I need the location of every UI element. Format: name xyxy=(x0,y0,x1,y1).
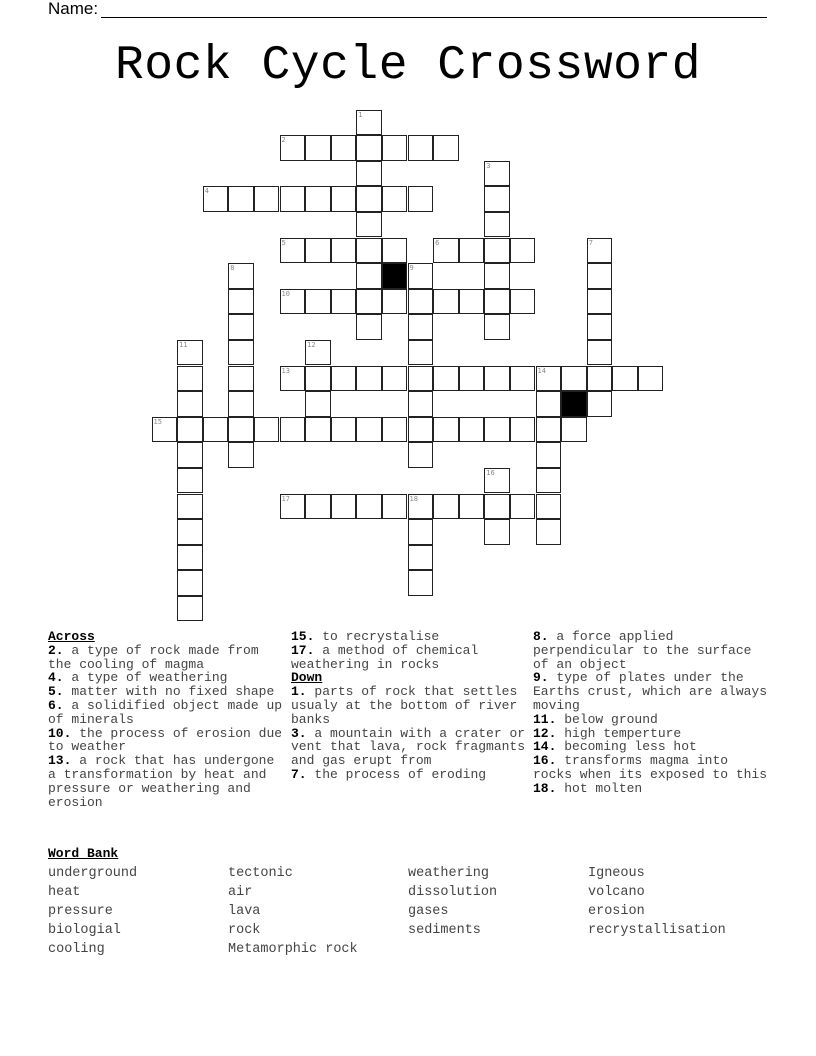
grid-cell[interactable] xyxy=(459,289,485,315)
clue-number: 16 xyxy=(486,468,495,477)
clue-down-9: 9. type of plates under the Earths crust, which are always moving xyxy=(533,670,768,713)
clue-number: 10 xyxy=(281,289,290,298)
clue-number: 15 xyxy=(153,417,162,426)
grid-cell[interactable] xyxy=(536,417,562,443)
grid-cell[interactable] xyxy=(382,494,408,520)
grid-cell[interactable] xyxy=(638,366,664,392)
grid-cell[interactable] xyxy=(356,494,382,520)
grid-cell[interactable] xyxy=(382,238,408,264)
grid-cell[interactable] xyxy=(356,289,382,315)
clue-number: 11 xyxy=(179,340,188,349)
grid-cell[interactable] xyxy=(177,545,203,571)
grid-cell[interactable] xyxy=(228,417,254,443)
crossword-grid xyxy=(152,110,672,630)
grid-cell[interactable] xyxy=(459,417,485,443)
grid-cell[interactable] xyxy=(536,494,562,520)
grid-cell[interactable] xyxy=(305,135,331,161)
clue-across-5: 5. matter with no fixed shape xyxy=(48,684,275,700)
grid-cell[interactable] xyxy=(408,366,434,392)
grid-cell[interactable] xyxy=(228,263,254,289)
word-bank-item: gases xyxy=(408,904,449,919)
grid-cell[interactable] xyxy=(228,186,254,212)
grid-cell[interactable] xyxy=(331,186,357,212)
grid-cell[interactable] xyxy=(408,417,434,443)
grid-cell[interactable] xyxy=(280,135,306,161)
clue-down-14: 14. becoming less hot xyxy=(533,739,697,755)
grid-cell[interactable] xyxy=(408,135,434,161)
grid-cell[interactable] xyxy=(280,238,306,264)
word-bank-item: sediments xyxy=(408,923,481,938)
grid-cell[interactable] xyxy=(228,366,254,392)
grid-cell[interactable] xyxy=(280,417,306,443)
word-bank-item: heat xyxy=(48,885,81,900)
clue-down-11: 11. below ground xyxy=(533,711,658,727)
grid-cell[interactable] xyxy=(484,468,510,494)
clues-column-2 xyxy=(291,630,527,782)
across-heading: Across xyxy=(48,629,95,644)
grid-cell[interactable] xyxy=(280,366,306,392)
grid-cell[interactable] xyxy=(536,391,562,417)
word-bank-item: underground xyxy=(48,866,138,881)
grid-cell[interactable] xyxy=(408,289,434,315)
grid-cell[interactable] xyxy=(484,417,510,443)
grid-cell[interactable] xyxy=(356,186,382,212)
name-field[interactable] xyxy=(48,0,767,18)
word-bank-item: pressure xyxy=(48,904,113,919)
grid-cell[interactable] xyxy=(484,494,510,520)
grid-cell[interactable] xyxy=(433,238,459,264)
word-bank-item: air xyxy=(228,885,253,900)
grid-cell[interactable] xyxy=(280,186,306,212)
clue-down-18: 18. hot molten xyxy=(533,780,643,796)
down-heading: Down xyxy=(291,670,323,686)
clue-across-10: 10. the process of erosion due to weather xyxy=(48,725,283,755)
clue-down-7: 7. the process of eroding xyxy=(291,766,487,782)
grid-cell[interactable] xyxy=(305,366,331,392)
word-bank-item: tectonic xyxy=(228,866,293,881)
grid-cell[interactable] xyxy=(356,314,382,340)
grid-cell[interactable] xyxy=(612,366,638,392)
grid-cell[interactable] xyxy=(356,366,382,392)
clue-number: 2 xyxy=(281,136,286,145)
grid-cell[interactable] xyxy=(305,289,331,315)
grid-cell[interactable] xyxy=(408,263,434,289)
clue-number: 6 xyxy=(435,238,440,247)
grid-cell[interactable] xyxy=(382,366,408,392)
grid-cell[interactable] xyxy=(305,186,331,212)
grid-cell[interactable] xyxy=(484,238,510,264)
black-cell xyxy=(382,263,408,289)
grid-cell[interactable] xyxy=(408,545,434,571)
grid-cell[interactable] xyxy=(331,366,357,392)
word-bank-column-4 xyxy=(588,864,726,940)
grid-cell[interactable] xyxy=(408,314,434,340)
grid-cell[interactable] xyxy=(177,391,203,417)
grid-cell[interactable] xyxy=(305,494,331,520)
grid-cell[interactable] xyxy=(356,161,382,187)
word-bank-item: weathering xyxy=(408,866,490,881)
grid-cell[interactable] xyxy=(305,391,331,417)
grid-cell[interactable] xyxy=(331,238,357,264)
grid-cell[interactable] xyxy=(433,366,459,392)
grid-cell[interactable] xyxy=(177,494,203,520)
clue-down-8: 8. a force applied perpendicular to the surface of an object xyxy=(533,629,752,672)
grid-cell[interactable] xyxy=(356,263,382,289)
clue-number: 13 xyxy=(281,366,290,375)
grid-cell[interactable] xyxy=(177,366,203,392)
clue-number: 14 xyxy=(537,366,546,375)
grid-cell[interactable] xyxy=(331,289,357,315)
grid-cell[interactable] xyxy=(510,238,536,264)
clue-across-2: 2. a type of rock made from the cooling of magma xyxy=(48,642,259,672)
grid-cell[interactable] xyxy=(484,519,510,545)
grid-cell[interactable] xyxy=(228,314,254,340)
grid-cell[interactable] xyxy=(254,417,280,443)
clue-down-3: 3. a mountain with a crater or vent that lava, rock fragmants and gas erupt from xyxy=(291,725,526,769)
clue-number: 12 xyxy=(307,340,316,349)
grid-cell[interactable] xyxy=(587,289,613,315)
grid-cell[interactable] xyxy=(587,366,613,392)
grid-cell[interactable] xyxy=(356,110,382,136)
grid-cell[interactable] xyxy=(408,494,434,520)
grid-cell[interactable] xyxy=(382,135,408,161)
grid-cell[interactable] xyxy=(408,570,434,596)
grid-cell[interactable] xyxy=(408,186,434,212)
clue-number: 3 xyxy=(486,161,491,170)
grid-cell[interactable] xyxy=(356,238,382,264)
grid-cell[interactable] xyxy=(510,417,536,443)
word-bank-item: recrystallisation xyxy=(588,923,726,938)
grid-cell[interactable] xyxy=(177,468,203,494)
grid-cell[interactable] xyxy=(459,366,485,392)
clue-down-1: 1. parts of rock that settles usualy at the bottom of river banks xyxy=(291,684,518,727)
grid-cell[interactable] xyxy=(203,417,229,443)
grid-cell[interactable] xyxy=(177,417,203,443)
grid-cell[interactable] xyxy=(510,494,536,520)
grid-cell[interactable] xyxy=(228,340,254,366)
grid-cell[interactable] xyxy=(408,442,434,468)
grid-cell[interactable] xyxy=(228,442,254,468)
clue-down-12: 12. high temperture xyxy=(533,725,682,741)
grid-cell[interactable] xyxy=(280,494,306,520)
grid-cell[interactable] xyxy=(228,391,254,417)
name-label: Name: xyxy=(48,0,99,18)
grid-cell[interactable] xyxy=(305,417,331,443)
grid-cell[interactable] xyxy=(280,289,306,315)
grid-cell[interactable] xyxy=(408,391,434,417)
grid-cell[interactable] xyxy=(382,417,408,443)
grid-cell[interactable] xyxy=(484,161,510,187)
grid-cell[interactable] xyxy=(536,442,562,468)
grid-cell[interactable] xyxy=(484,289,510,315)
word-bank-item: cooling xyxy=(48,942,105,957)
grid-cell[interactable] xyxy=(484,186,510,212)
clue-across-6: 6. a solidified object made up of minerals xyxy=(48,697,283,727)
clue-number: 18 xyxy=(409,494,418,503)
grid-cell[interactable] xyxy=(536,468,562,494)
grid-cell[interactable] xyxy=(510,366,536,392)
word-bank-column-1 xyxy=(48,864,137,959)
grid-cell[interactable] xyxy=(356,212,382,238)
page-title: Rock Cycle Crossword xyxy=(114,39,702,93)
grid-cell[interactable] xyxy=(177,519,203,545)
grid-cell[interactable] xyxy=(484,212,510,238)
word-bank-item: Igneous xyxy=(588,866,645,881)
grid-cell[interactable] xyxy=(177,442,203,468)
grid-cell[interactable] xyxy=(587,238,613,264)
word-bank-item: volcano xyxy=(588,885,645,900)
grid-cell[interactable] xyxy=(177,596,203,622)
grid-cell[interactable] xyxy=(408,519,434,545)
clue-across-13: 13. a rock that has undergone a transformation by heat and pressure or weathering and erosion xyxy=(48,753,275,810)
grid-cell[interactable] xyxy=(305,340,331,366)
grid-cell[interactable] xyxy=(177,340,203,366)
word-bank-column-3 xyxy=(408,864,497,940)
grid-cell[interactable] xyxy=(561,366,587,392)
grid-cell[interactable] xyxy=(433,417,459,443)
grid-cell[interactable] xyxy=(587,340,613,366)
clues-column-1 xyxy=(48,630,284,809)
grid-cell[interactable] xyxy=(536,519,562,545)
grid-cell[interactable] xyxy=(459,238,485,264)
grid-cell[interactable] xyxy=(331,135,357,161)
word-bank-item: lava xyxy=(228,904,261,919)
grid-cell[interactable] xyxy=(536,366,562,392)
grid-cell[interactable] xyxy=(356,135,382,161)
grid-cell[interactable] xyxy=(484,314,510,340)
grid-cell[interactable] xyxy=(254,186,280,212)
grid-cell[interactable] xyxy=(305,238,331,264)
grid-cell[interactable] xyxy=(433,135,459,161)
word-bank-heading: Word Bank xyxy=(48,846,119,861)
clue-down-16: 16. transforms magma into rocks when its exposed to this xyxy=(533,753,768,782)
word-bank-column-2 xyxy=(228,864,358,959)
clue-number: 4 xyxy=(204,187,209,196)
grid-cell[interactable] xyxy=(408,340,434,366)
word-bank-item: Metamorphic rock xyxy=(228,942,358,957)
grid-cell[interactable] xyxy=(228,289,254,315)
grid-cell[interactable] xyxy=(587,263,613,289)
grid-cell[interactable] xyxy=(587,314,613,340)
word-bank-item: erosion xyxy=(588,904,645,919)
name-underline[interactable] xyxy=(101,3,767,18)
clue-number: 9 xyxy=(409,264,414,273)
clue-number: 7 xyxy=(588,238,593,247)
grid-cell[interactable] xyxy=(152,417,178,443)
clue-number: 17 xyxy=(281,494,290,503)
grid-cell[interactable] xyxy=(356,417,382,443)
black-cell xyxy=(561,391,587,417)
clue-across-4: 4. a type of weathering xyxy=(48,670,228,686)
word-bank-item: biologial xyxy=(48,923,121,938)
grid-cell[interactable] xyxy=(459,494,485,520)
grid-cell[interactable] xyxy=(331,494,357,520)
clues-column-3 xyxy=(533,630,773,796)
grid-cell[interactable] xyxy=(382,289,408,315)
grid-cell[interactable] xyxy=(510,289,536,315)
word-bank-item: dissolution xyxy=(408,885,498,900)
grid-cell[interactable] xyxy=(561,417,587,443)
grid-cell[interactable] xyxy=(433,494,459,520)
clue-across-15: 15. to recrystalise xyxy=(291,629,440,644)
clue-across-17: 17. a method of chemical weathering in rocks xyxy=(291,642,479,672)
grid-cell[interactable] xyxy=(484,263,510,289)
clue-number: 5 xyxy=(281,238,286,247)
grid-cell[interactable] xyxy=(177,570,203,596)
word-bank-item: rock xyxy=(228,923,261,938)
grid-cell[interactable] xyxy=(331,417,357,443)
grid-cell[interactable] xyxy=(484,366,510,392)
grid-cell[interactable] xyxy=(382,186,408,212)
clue-number: 8 xyxy=(230,264,235,273)
clue-number: 1 xyxy=(358,110,363,119)
grid-cell[interactable] xyxy=(433,289,459,315)
grid-cell[interactable] xyxy=(587,391,613,417)
grid-cell[interactable] xyxy=(203,186,229,212)
